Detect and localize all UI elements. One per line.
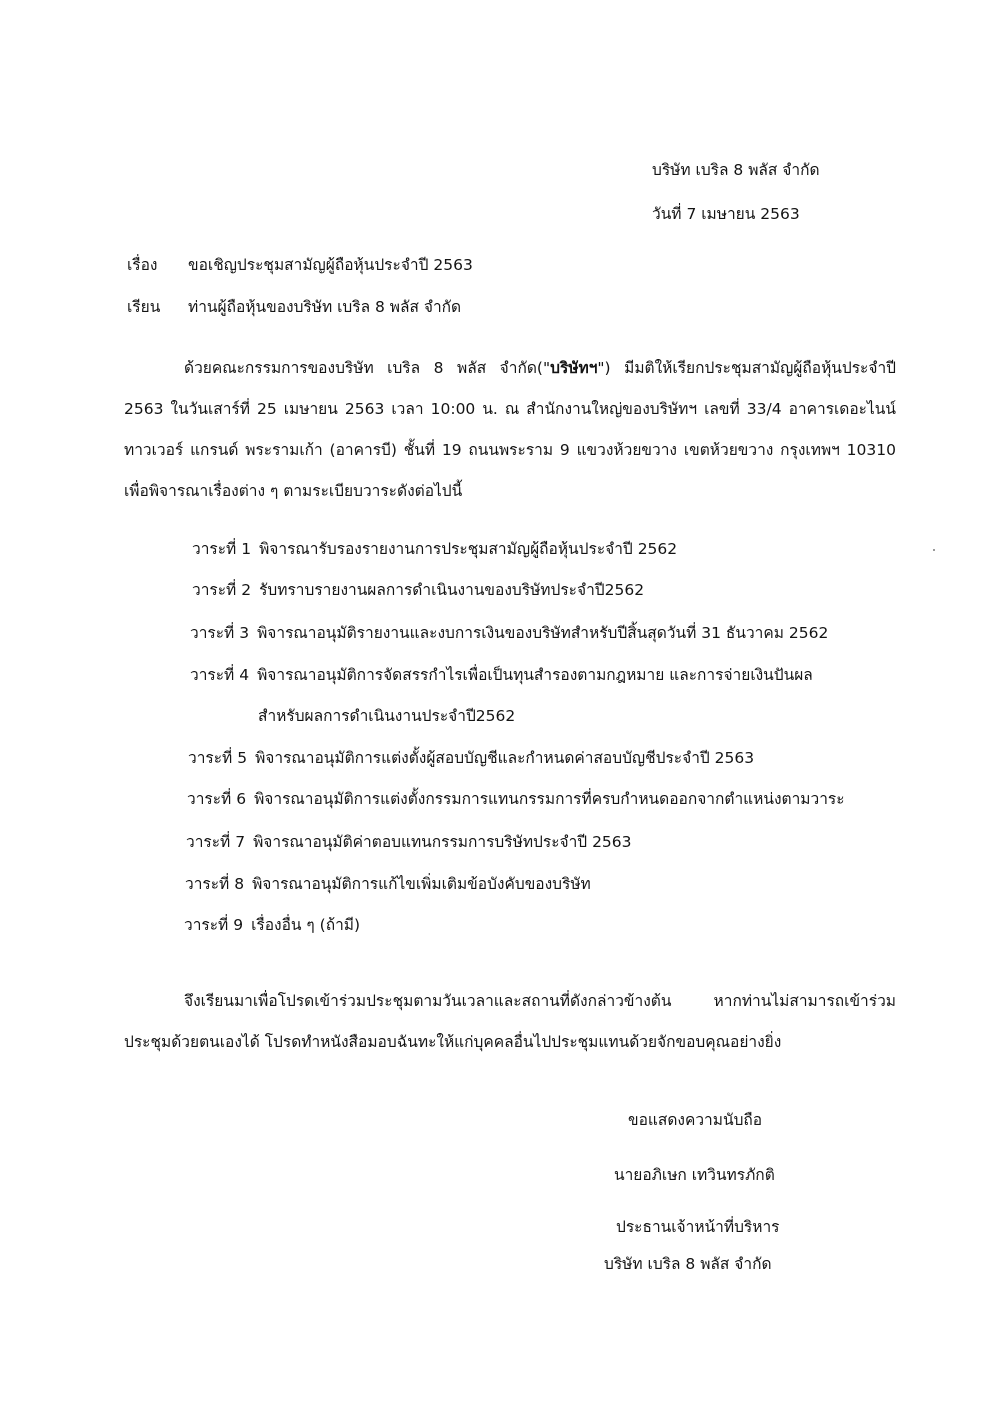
closing-paragraph: จึงเรียนมาเพื่อโปรดเข้าร่วมประชุมตามวันเวลาและสถานที่ดังกล่าวข้างต้น หากท่านไม่สามารถเข้าร่วมประชุมด้วยตนเองได้ โปรดทำหนังสือมอบฉันทะให้แก่บุคคลอื่นไปประชุมแทนด้วยจักขอบคุณอย่างยิ่ง [124,992,896,1051]
agenda-item-3 [190,626,828,642]
agenda-number: วาระที่ 8 [185,875,245,893]
agenda-text: พิจารณาอนุมัติค่าตอบแทนกรรมการบริษัทประจำปี 2563 [253,833,632,851]
agenda-item-4 [190,668,813,684]
intro-text-end: ") มีมติให้เรียกประชุมสามัญผู้ถือหุ้นประจำปี 2563 ในวันเสาร์ที่ 25 เมษายน 2563 เวลา 10:00 น. ณ สำนักงานใหญ่ของบริษัทฯ เลขที่ 33/4 อาคารเดอะไนน์ ทาวเวอร์ แกรนด์ พระรามเก้า (อาคารบี) ชั้นที่ 19 ถนนพระราม 9 แขวงห้วยขวาง เขตห้วยขวาง กรุงเทพฯ 10310 เพื่อพิจารณาเรื่องต่าง ๆ ตามระเบียบวาระดังต่อไปนี้ [124,359,896,500]
sender-company: บริษัท เบริล 8 พลัส จำกัด [652,161,820,179]
agenda-text: พิจารณาอนุมัติการแต่งตั้งผู้สอบบัญชีและกำหนดค่าสอบบัญชีประจำปี 2563 [255,749,755,767]
agenda-text: รับทราบรายงานผลการดำเนินงานของบริษัทประจำปี2562 [259,581,645,599]
letter-date: วันที่ 7 เมษายน 2563 [652,205,800,223]
subject-text: ขอเชิญประชุมสามัญผู้ถือหุ้นประจำปี 2563 [188,256,473,274]
agenda-number: วาระที่ 5 [188,749,248,767]
agenda-text: พิจารณารับรองรายงานการประชุมสามัญผู้ถือหุ้นประจำปี 2562 [259,540,678,558]
regards-text: ขอแสดงความนับถือ [628,1111,763,1129]
scan-speck [933,549,935,551]
recipient-text: ท่านผู้ถือหุ้นของบริษัท เบริล 8 พลัส จำกัด [188,298,462,316]
agenda-number: วาระที่ 9 [184,916,244,934]
intro-company-short: บริษัทฯ [550,359,598,377]
agenda-item-5 [188,751,754,767]
agenda-text: พิจารณาอนุมัติการแต่งตั้งกรรมการแทนกรรมการที่ครบกำหนดออกจากตำแหน่งตามวาระ [254,790,845,808]
agenda-item-6 [187,792,845,808]
agenda-item-1 [192,542,677,558]
agenda-number: วาระที่ 6 [187,790,247,808]
agenda-item-4-continuation: สำหรับผลการดำเนินงานประจำปี2562 [258,707,516,725]
subject-label: เรื่อง [127,256,158,274]
agenda-number: วาระที่ 3 [190,624,250,642]
recipient-label: เรียน [127,298,161,316]
signatory-name: นายอภิเษก เทวินทรภักติ [614,1166,775,1184]
agenda-item-9 [184,918,360,934]
agenda-number: วาระที่ 4 [190,666,250,684]
intro-paragraph [124,348,896,512]
agenda-text: พิจารณาอนุมัติการจัดสรรกำไรเพื่อเป็นทุนสำรองตามกฎหมาย และการจ่ายเงินปันผล [257,666,813,684]
intro-text-start: ด้วยคณะกรรมการของบริษัท เบริล 8 พลัส จำกัด(" [184,359,551,377]
signatory-position: ประธานเจ้าหน้าที่บริหาร [616,1218,780,1236]
agenda-item-8 [185,877,591,893]
agenda-item-2 [192,583,644,599]
agenda-number: วาระที่ 2 [192,581,252,599]
agenda-text: พิจารณาอนุมัติการแก้ไขเพิ่มเติมข้อบังคับของบริษัท [252,875,591,893]
agenda-item-7 [186,835,632,851]
signatory-company: บริษัท เบริล 8 พลัส จำกัด [604,1255,772,1273]
agenda-number: วาระที่ 7 [186,833,246,851]
agenda-text: เรื่องอื่น ๆ (ถ้ามี) [251,916,361,934]
agenda-number: วาระที่ 1 [192,540,252,558]
agenda-text: พิจารณาอนุมัติรายงานและงบการเงินของบริษัทสำหรับปีสิ้นสุดวันที่ 31 ธันวาคม 2562 [257,624,829,642]
